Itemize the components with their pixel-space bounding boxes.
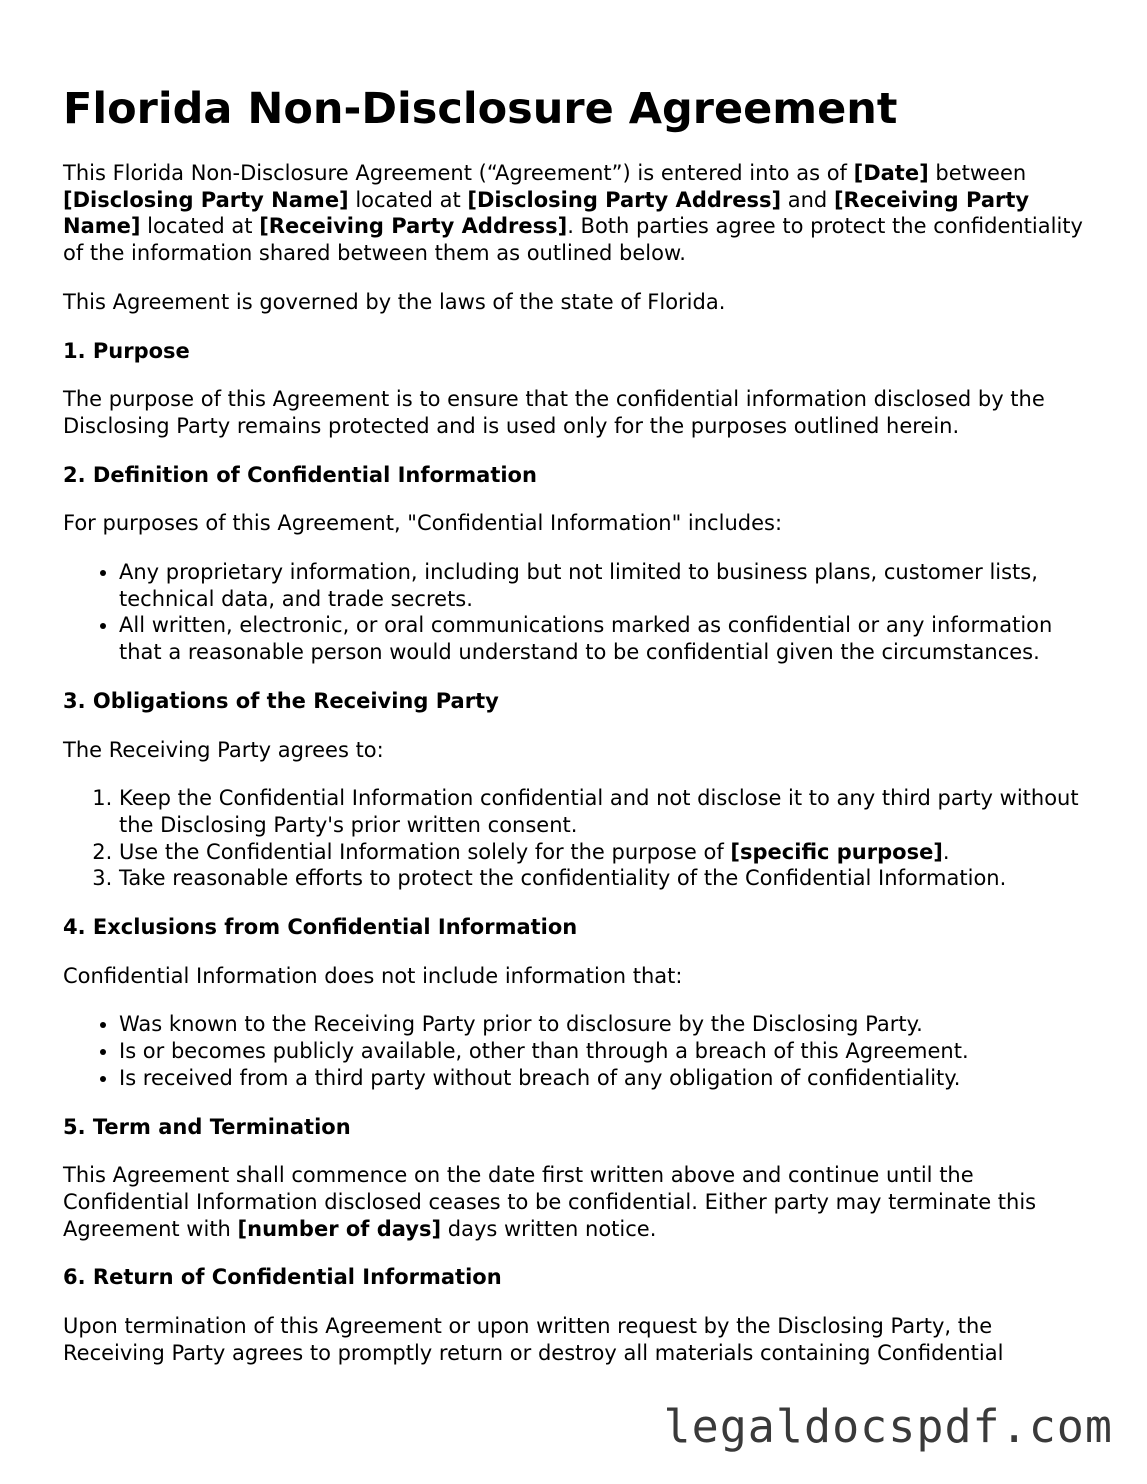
intro-text: located at xyxy=(348,187,468,212)
section-5-text: This Agreement shall commence on the date first written above and continue until the Confidential Information disclosed ceases to be confidential. Either party may terminate this Agreement with xyxy=(63,1163,1037,1241)
site-watermark: legaldocspdf.com xyxy=(663,1400,1113,1453)
list-item: • Is or becomes publicly available, other than through a breach of this Agreement. xyxy=(119,1038,1083,1065)
section-2-heading: 2. Definition of Confidential Information xyxy=(63,462,537,487)
section-6-body: Upon termination of this Agreement or upon written request by the Disclosing Party, the Receiving Party agrees to promptly return or destroy all materials containing Confidential xyxy=(63,1314,1004,1365)
intro-text: between xyxy=(928,161,1027,185)
disclosing-name-placeholder: [Disclosing Party Name] xyxy=(63,187,349,212)
section-3-lead: The Receiving Party agrees to: xyxy=(63,737,384,762)
document-title: Florida Non-Disclosure Agreement xyxy=(63,84,898,134)
list-item: 1. Keep the Confidential Information confidential and not disclose it to any third party without the Disclosing Party's prior written consent. xyxy=(119,785,1083,838)
section-5-heading: 5. Term and Termination xyxy=(63,1114,351,1139)
section-3-list xyxy=(63,785,1083,892)
section-4-list xyxy=(63,1011,1083,1091)
date-placeholder: [Date] xyxy=(853,161,929,185)
intro-text: and xyxy=(781,187,834,212)
list-item: 3. Take reasonable efforts to protect the confidentiality of the Confidential Information. xyxy=(119,865,1083,892)
intro-text: . Both parties agree to protect the confidentiality of the information shared between them as outlined below. xyxy=(63,214,1083,266)
section-4-lead: Confidential Information does not include information that: xyxy=(63,963,683,988)
section-5-text: days written notice. xyxy=(441,1216,657,1241)
purpose-placeholder: [specific purpose] xyxy=(730,839,943,864)
list-item: • Any proprietary information, including but not limited to business plans, customer lists, technical data, and trade secrets. xyxy=(119,559,1083,612)
section-1-heading: 1. Purpose xyxy=(63,338,190,363)
disclosing-address-placeholder: [Disclosing Party Address] xyxy=(467,187,782,212)
section-1-body: The purpose of this Agreement is to ensure that the confidential information disclosed by the Disclosing Party remains protected and is used only for the purposes outlined herein. xyxy=(63,387,1045,438)
list-item xyxy=(119,839,1083,866)
list-item: • Is received from a third party without breach of any obligation of confidentiality. xyxy=(119,1065,1083,1092)
receiving-name-placeholder: [Receiving Party Name] xyxy=(63,187,1030,239)
section-3-heading: 3. Obligations of the Receiving Party xyxy=(63,688,499,713)
section-6-heading: 6. Return of Confidential Information xyxy=(63,1265,502,1290)
document-page xyxy=(63,78,1083,1389)
governing-law: This Agreement is governed by the laws of the state of Florida. xyxy=(63,289,726,314)
list-item-text: . xyxy=(942,839,950,864)
days-placeholder: [number of days] xyxy=(237,1216,442,1241)
section-2-list xyxy=(63,559,1083,666)
section-4-heading: 4. Exclusions from Confidential Information xyxy=(63,915,578,940)
section-5-body xyxy=(63,1162,1083,1242)
intro-text: located at xyxy=(140,214,260,239)
list-item: • Was known to the Receiving Party prior to disclosure by the Disclosing Party. xyxy=(119,1011,1083,1038)
intro-paragraph xyxy=(63,160,1083,267)
list-item-text: Use the Confidential Information solely for the purpose of xyxy=(119,839,731,864)
section-2-lead: For purposes of this Agreement, "Confidential Information" includes: xyxy=(63,511,783,536)
receiving-address-placeholder: [Receiving Party Address] xyxy=(259,214,568,239)
intro-text: This Florida Non-Disclosure Agreement (“Agreement”) is entered into as of xyxy=(63,161,854,185)
list-item: • All written, electronic, or oral communications marked as confidential or any information that a reasonable person would understand to be confidential given the circumstances. xyxy=(119,612,1083,665)
